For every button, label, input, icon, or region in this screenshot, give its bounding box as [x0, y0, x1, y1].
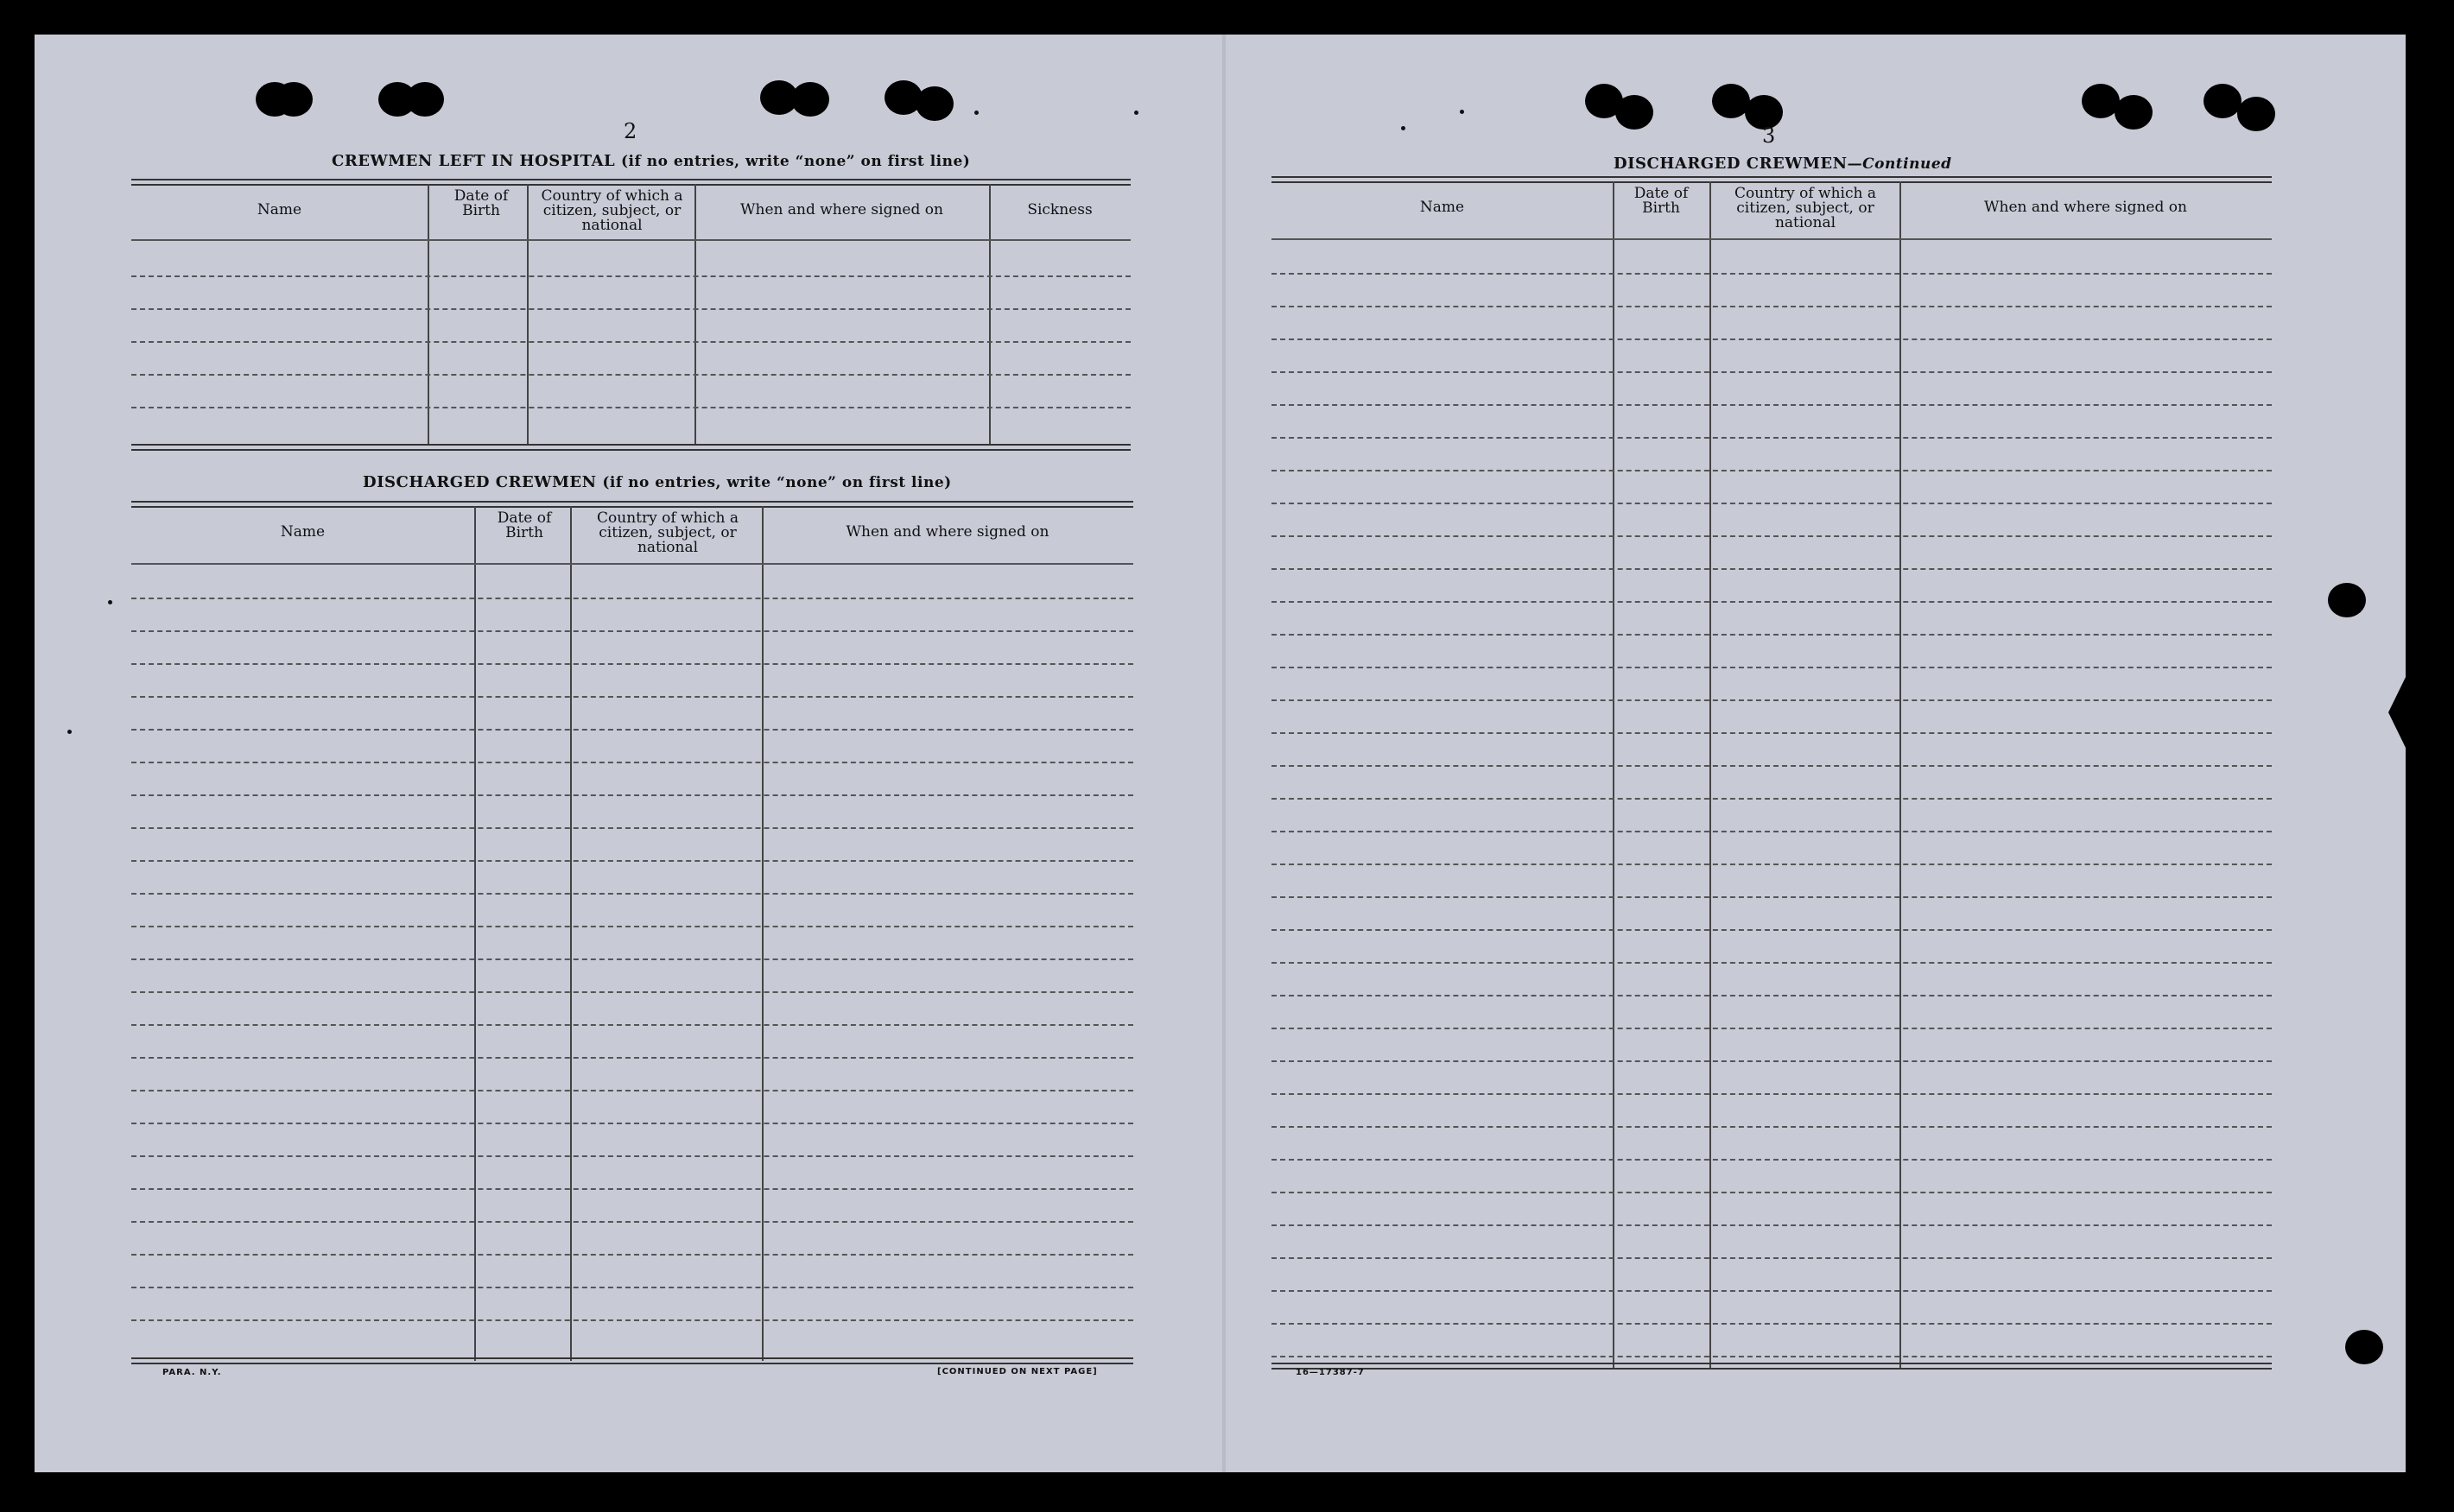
entry-line [1271, 732, 2272, 734]
discharged-section-title [363, 473, 952, 491]
entry-line [1271, 1224, 2272, 1226]
entry-line [131, 1123, 1133, 1124]
entry-line [131, 1319, 1133, 1321]
entry-line [131, 696, 1133, 698]
entry-line [1271, 831, 2272, 832]
entry-line [131, 1090, 1133, 1091]
entry-line [1271, 306, 2272, 307]
entry-line [1271, 568, 2272, 570]
entry-line [1271, 470, 2272, 471]
hospital-title: CREWMEN LEFT IN HOSPITAL [332, 152, 616, 170]
entry-line [131, 860, 1133, 862]
entry-line [131, 1057, 1133, 1059]
entry-line [1271, 667, 2272, 668]
entry-line [131, 407, 1131, 408]
entry-line [1271, 995, 2272, 996]
entry-line [1271, 371, 2272, 373]
entry-line [131, 827, 1133, 829]
hospital-header-country: Country of which a citizen, subject, or national [541, 187, 683, 234]
entry-line [1271, 798, 2272, 800]
entry-line [1271, 601, 2272, 603]
entry-line [131, 1221, 1133, 1223]
entry-line [1271, 1060, 2272, 1062]
hospital-header-sickness: Sickness [1027, 201, 1093, 218]
entry-line [1271, 1356, 2272, 1357]
footer-printer: PARA. N.Y. [162, 1368, 222, 1377]
page-fold [1222, 35, 1226, 1472]
entry-line [1271, 273, 2272, 275]
entry-line [131, 1287, 1133, 1288]
entry-line [131, 341, 1131, 343]
entry-line [1271, 699, 2272, 701]
discharged-header-country: Country of which a citizen, subject, or national [597, 509, 739, 556]
entry-line [131, 729, 1133, 731]
discharged-table [131, 501, 1133, 1363]
entry-line [1271, 634, 2272, 636]
entry-line [1271, 437, 2272, 439]
entry-line [1271, 962, 2272, 964]
entry-line [131, 1155, 1133, 1157]
discharged-cont-continued: —Continued [1847, 155, 1952, 173]
discharged-header-signed-on: When and where signed on [846, 523, 1049, 541]
entry-line [131, 374, 1131, 376]
entry-line [1271, 338, 2272, 340]
footer-form-number: 16—17387-7 [1296, 1368, 1365, 1377]
footer-continued: [CONTINUED ON NEXT PAGE] [937, 1367, 1098, 1376]
entry-line [1271, 1290, 2272, 1292]
entry-line [1271, 1257, 2272, 1259]
entry-line [1271, 535, 2272, 537]
discharged-header-name: Name [280, 523, 326, 541]
entry-line [131, 598, 1133, 599]
discharged-cont-table [1271, 176, 2272, 1368]
entry-line [131, 275, 1131, 277]
entry-line [1271, 1192, 2272, 1193]
hospital-header-name: Name [257, 201, 302, 218]
entry-line [1271, 1323, 2272, 1325]
entry-line [131, 1254, 1133, 1256]
entry-line [131, 926, 1133, 927]
entry-line [131, 1024, 1133, 1026]
entry-line [131, 958, 1133, 960]
entry-line [1271, 896, 2272, 898]
hospital-section-title [332, 152, 970, 170]
entry-line [1271, 1159, 2272, 1161]
entry-line [1271, 503, 2272, 504]
page-number-left: 2 [624, 119, 637, 143]
entry-line [1271, 404, 2272, 406]
discharged-cont-title: DISCHARGED CREWMEN [1614, 155, 1848, 173]
page-number-right: 3 [1762, 123, 1776, 148]
entry-line [1271, 765, 2272, 767]
entry-line [131, 630, 1133, 632]
page-notch [2388, 674, 2407, 751]
discharged-cont-section-title [1614, 155, 1952, 173]
entry-line [131, 1188, 1133, 1190]
entry-line [131, 794, 1133, 796]
entry-line [1271, 1093, 2272, 1095]
discharged-note: (if no entries, write “none” on first line) [602, 474, 952, 491]
entry-line [1271, 1028, 2272, 1029]
entry-line [131, 893, 1133, 895]
discharged-cont-header-country: Country of which a citizen, subject, or national [1734, 185, 1876, 231]
discharged-cont-header-signed-on: When and where signed on [1984, 199, 2187, 216]
discharged-header-dob: Date of Birth [497, 509, 552, 541]
entry-line [131, 308, 1131, 310]
entry-line [1271, 1126, 2272, 1128]
hospital-header-dob: Date of Birth [453, 187, 509, 219]
hospital-note: (if no entries, write “none” on first line) [621, 153, 971, 170]
entry-line [131, 663, 1133, 665]
entry-line [1271, 864, 2272, 865]
entry-line [131, 762, 1133, 763]
hospital-header-signed-on: When and where signed on [740, 201, 943, 218]
hospital-table [131, 179, 1131, 449]
discharged-title: DISCHARGED CREWMEN [363, 473, 597, 491]
entry-line [1271, 929, 2272, 931]
discharged-cont-header-dob: Date of Birth [1633, 185, 1689, 217]
discharged-cont-header-name: Name [1419, 199, 1465, 216]
entry-line [131, 991, 1133, 993]
